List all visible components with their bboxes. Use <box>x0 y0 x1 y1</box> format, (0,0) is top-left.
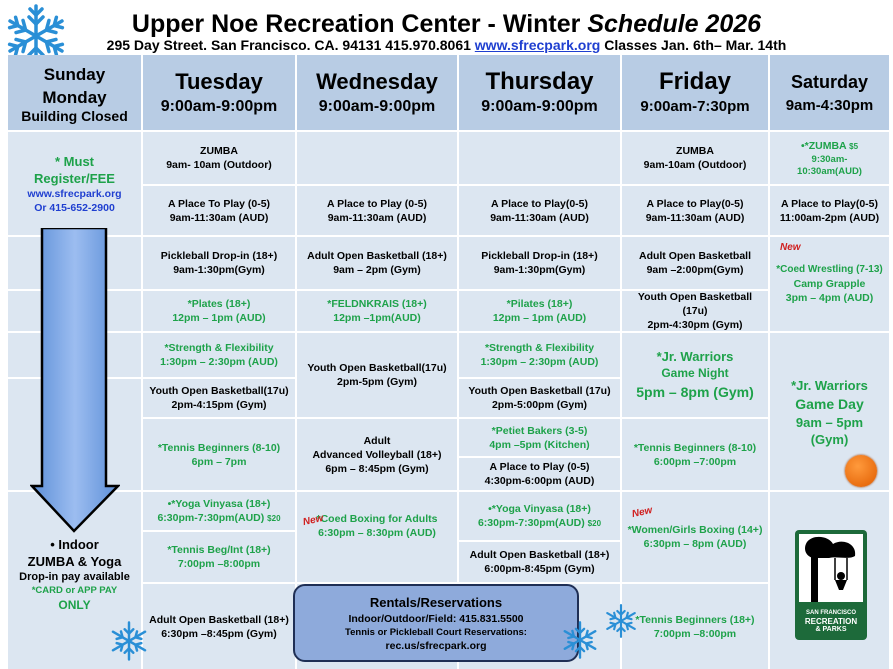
class-fee: $20 <box>267 513 281 523</box>
class-name: Pickleball Drop-in (18+) <box>481 250 598 262</box>
class-time: 9am- 10am (Outdoor) <box>166 159 272 171</box>
class-time: 6:30pm – 8pm (AUD) <box>643 538 747 550</box>
class-name: *Women/Girls Boxing (14+) <box>627 524 763 536</box>
class-fee: $20 <box>587 518 602 528</box>
monday-label: Monday <box>42 87 107 107</box>
thu-adult-basketball <box>459 542 620 582</box>
class-time: 9:30am- <box>811 153 848 165</box>
header-wednesday <box>297 55 457 130</box>
class-time: 6:30pm – 8:30pm (AUD) <box>318 527 436 539</box>
class-name: Youth Open Basketball(17u) <box>307 362 447 374</box>
class-time: 9am-1:30pm(Gym) <box>493 264 586 276</box>
snowflake-icon <box>603 603 639 639</box>
class-time: 11:00am-2pm (AUD) <box>779 211 880 224</box>
class-name: *Jr. Warriors <box>656 349 734 364</box>
fri-youth-basketball <box>622 291 768 331</box>
address: 295 Day Street. San Francisco. CA. 94131 415.970.8061 <box>106 37 471 53</box>
basketball-icon <box>845 455 877 487</box>
register-phone: Or 415-652-2900 <box>34 201 115 214</box>
class-location: (Gym) <box>810 432 849 447</box>
class-name: •*Yoga Vinyasa (18+) <box>167 497 271 510</box>
class-name-2: Game Night <box>661 366 729 380</box>
class-time: 2pm-4:30pm (Gym) <box>647 319 743 331</box>
header-saturday <box>770 55 889 130</box>
register-label: Register/FEE <box>34 170 115 186</box>
class-time: 6:00pm –7:00pm <box>653 455 737 468</box>
logo-line-3: & PARKS <box>815 626 847 633</box>
thu-place-to-play <box>459 186 620 235</box>
thu-pickleball <box>459 237 620 289</box>
thu-youth-basketball <box>459 379 620 417</box>
rentals-box <box>293 584 579 662</box>
thu-yoga <box>459 492 620 540</box>
header-thursday <box>459 55 620 130</box>
class-time: 6:30pm –8:45pm (Gym) <box>161 627 277 640</box>
rentals-title: Rentals/Reservations <box>369 595 503 610</box>
tue-yoga <box>143 492 295 530</box>
class-time: 12pm – 1pm (AUD) <box>172 312 266 324</box>
sunday-label: Sunday <box>43 64 106 84</box>
class-name: *Tennis Beginners (18+) <box>635 613 755 626</box>
fri-tennis-adults <box>622 584 768 669</box>
class-time: 2pm-5pm (Gym) <box>337 376 417 388</box>
class-time: 6:30pm-7:30pm(AUD) <box>477 516 585 529</box>
class-name-2: Camp Grapple <box>793 278 866 290</box>
website-link[interactable]: www.sfrecpark.org <box>474 37 601 53</box>
class-time: 9am –2:00pm(Gym) <box>646 264 744 276</box>
class-time: 1:30pm – 2:30pm (AUD) <box>480 356 599 368</box>
class-name: *Tennis Beginners (8-10) <box>633 441 757 454</box>
tuesday-hours: 9:00am-9:00pm <box>160 97 278 115</box>
zumba-yoga-label: ZUMBA & Yoga <box>27 554 122 569</box>
class-name: *Jr. Warriors <box>791 378 868 393</box>
header-friday <box>622 55 768 130</box>
classes-dates: Classes Jan. 6th– Mar. 14th <box>604 37 787 53</box>
class-name: Adult Open Basketball (18+) <box>149 613 289 626</box>
wed-adult-basketball <box>297 237 457 289</box>
tue-place-to-play <box>143 186 295 235</box>
subtitle <box>0 36 893 54</box>
fri-jr-warriors <box>622 333 768 417</box>
class-name: Youth Open Basketball (17u) <box>637 291 753 317</box>
sat-place-to-play <box>770 186 889 235</box>
wednesday-hours: 9:00am-9:00pm <box>318 97 436 115</box>
class-name: Pickleball Drop-in (18+) <box>160 250 278 262</box>
tue-tennis-beginners <box>143 419 295 490</box>
class-time: 9am-10am (Outdoor) <box>643 159 747 171</box>
class-name: *Petiet Bakers (3-5) <box>491 424 588 437</box>
snowflake-icon <box>560 620 600 660</box>
class-time: 3pm – 4pm (AUD) <box>785 292 874 304</box>
class-name: Youth Open Basketball (17u) <box>468 385 611 397</box>
fri-place-to-play <box>622 186 768 235</box>
rentals-phone: Indoor/Outdoor/Field: 415.831.5500 <box>348 613 524 625</box>
class-time: 12pm –1pm(AUD) <box>333 312 421 324</box>
class-name: ZUMBA <box>200 145 238 157</box>
header-sunday-monday <box>8 55 141 130</box>
only-label: ONLY <box>58 598 91 612</box>
class-name: ZUMBA <box>676 145 714 157</box>
thu-empty <box>459 132 620 184</box>
class-time: 9am-11:30am (AUD) <box>645 211 745 224</box>
thursday-hours: 9:00am-9:00pm <box>481 97 598 115</box>
class-name: •*ZUMBA <box>800 139 847 152</box>
new-badge: New <box>630 504 654 521</box>
friday-hours: 9:00am-7:30pm <box>640 97 750 115</box>
fri-tennis-beginners <box>622 419 768 490</box>
tue-pickleball <box>143 237 295 289</box>
title-main: Upper Noe Recreation Center - Winter <box>131 10 588 38</box>
thu-pilates <box>459 291 620 331</box>
class-time: 12pm – 1pm (AUD) <box>492 312 587 324</box>
header <box>0 0 893 55</box>
tue-zumba <box>143 132 295 184</box>
class-time: 1:30pm – 2:30pm (AUD) <box>160 356 278 368</box>
class-time: 2pm-5:00pm (Gym) <box>491 399 588 411</box>
class-time: 6pm – 8:45pm (Gym) <box>325 462 429 475</box>
class-name: A Place to Play(0-5) <box>490 197 589 210</box>
tree-icon <box>799 534 863 602</box>
thu-strength <box>459 333 620 377</box>
class-name: Adult Open Basketball <box>638 250 752 262</box>
title-italic: Schedule 2026 <box>587 10 762 38</box>
wed-coed-boxing <box>297 492 457 582</box>
logo-line-2: RECREATION <box>804 617 858 626</box>
tue-tennis-beg-int <box>143 532 295 582</box>
class-time: 6pm – 7pm <box>191 455 247 468</box>
class-fee: $5 <box>849 141 859 151</box>
class-name: *Pilates (18+) <box>506 298 573 310</box>
tue-youth-basketball <box>143 379 295 417</box>
class-time: 4:30pm-6:00pm (AUD) <box>484 475 595 487</box>
tue-plates <box>143 291 295 331</box>
wed-volleyball <box>297 419 457 490</box>
class-name: *Strength & Flexibility <box>484 342 595 354</box>
class-name: *Coed Wrestling (7-13) <box>776 264 883 275</box>
class-name: •*Yoga Vinyasa (18+) <box>488 502 591 515</box>
class-name: *FELDNKRAIS (18+) <box>327 298 427 310</box>
sf-rec-park-logo <box>795 530 867 640</box>
sat-zumba <box>770 132 889 184</box>
class-name: Adult <box>363 434 391 447</box>
rentals-site[interactable]: rec.us/sfrecpark.org <box>385 640 487 652</box>
thursday-label: Thursday <box>485 67 594 95</box>
building-closed: Building Closed <box>21 107 128 124</box>
snowflake-icon <box>108 620 150 662</box>
friday-label: Friday <box>658 67 732 95</box>
class-name: Adult Open Basketball (18+) <box>469 549 610 561</box>
class-name-2: Advanced Volleyball (18+) <box>312 448 442 461</box>
class-time: 5pm – 8pm (Gym) <box>636 384 754 400</box>
left-register-cell <box>8 132 141 235</box>
class-name: *Strength & Flexibility <box>164 342 274 354</box>
class-name: A Place to Play(0-5) <box>646 197 744 210</box>
fri-adult-basketball <box>622 237 768 289</box>
thu-petiet-bakers <box>459 419 620 456</box>
class-time: 9am – 5pm <box>795 415 864 430</box>
tue-strength <box>143 333 295 377</box>
tue-adult-basketball <box>143 584 295 669</box>
class-time-2: 10:30am(AUD) <box>797 165 862 177</box>
class-time: 2pm-4:15pm (Gym) <box>171 399 267 411</box>
class-time: 7:00pm –8:00pm <box>177 558 261 570</box>
must-label: * Must <box>55 153 94 169</box>
wed-place-to-play <box>297 186 457 235</box>
rentals-court: Tennis or Pickleball Court Reservations: <box>345 627 527 638</box>
page-title <box>0 10 893 38</box>
register-site[interactable]: www.sfrecpark.org <box>27 187 122 200</box>
header-tuesday <box>143 55 295 130</box>
class-name: *Tennis Beginners (8-10) <box>157 441 281 454</box>
thu-place-to-play-pm <box>459 458 620 490</box>
schedule-grid <box>0 55 893 669</box>
class-time: 6:30pm-7:30pm(AUD) <box>157 511 265 524</box>
wednesday-label: Wednesday <box>316 68 438 94</box>
fri-zumba <box>622 132 768 184</box>
wed-feldnkrais <box>297 291 457 331</box>
indoor-label: • Indoor <box>50 537 99 552</box>
tuesday-label: Tuesday <box>175 68 263 94</box>
class-name-2: Game Day <box>795 396 864 412</box>
new-badge: New <box>301 512 325 529</box>
logo-line-1: SAN FRANCISCO <box>805 610 856 616</box>
saturday-label: Saturday <box>790 71 869 92</box>
class-name: *Coed Boxing for Adults <box>316 513 438 525</box>
sat-coed-wrestling <box>770 237 889 331</box>
class-time: 7:00pm –8:00pm <box>653 627 737 640</box>
card-label: *CARD or APP PAY <box>31 585 118 596</box>
class-time: 9am-11:30am (AUD) <box>327 211 427 224</box>
class-name: A Place to Play (0-5) <box>489 461 590 473</box>
class-time: 9am-11:30am (AUD) <box>490 211 589 224</box>
class-time: 9am-11:30am (AUD) <box>169 211 269 224</box>
fri-women-boxing <box>622 492 768 582</box>
class-name: *Plates (18+) <box>187 298 251 310</box>
saturday-hours: 9am-4:30pm <box>785 96 874 114</box>
dropin-label: Drop-in pay available <box>19 571 130 583</box>
class-name: Adult Open Basketball (18+) <box>307 250 447 262</box>
class-time: 4pm –5pm (Kitchen) <box>489 438 590 451</box>
wed-empty <box>297 132 457 184</box>
down-arrow-icon <box>30 228 120 533</box>
class-name: Youth Open Basketball(17u) <box>149 385 289 397</box>
new-badge: New <box>780 242 801 253</box>
class-time: 6:00pm-8:45pm (Gym) <box>484 563 595 575</box>
class-name: A Place to Play (0-5) <box>327 197 427 210</box>
class-name: A Place to Play(0-5) <box>780 197 879 210</box>
class-time: 9am – 2pm (Gym) <box>333 264 421 276</box>
class-name: *Tennis Beg/Int (18+) <box>167 544 271 556</box>
wed-youth-basketball <box>297 333 457 417</box>
class-name: A Place To Play (0-5) <box>167 197 271 210</box>
class-time: 9am-1:30pm(Gym) <box>173 264 265 276</box>
